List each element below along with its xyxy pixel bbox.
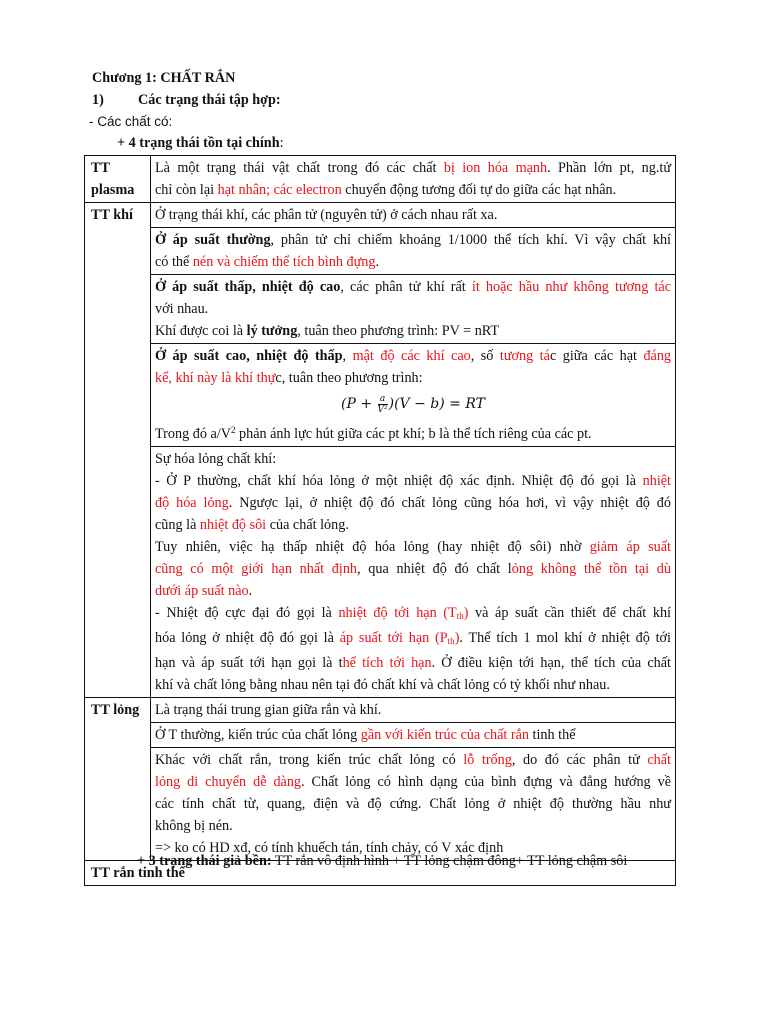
table-row — [85, 748, 676, 861]
plasma-description: Là một trạng thái vật chất trong đó các chất bị ion hóa mạnh. Phần lớn pt, ng.tử chỉ còn lại hạt nhân; các electron chuyển động tương đối tự do giữa các hạt nhân. — [151, 156, 676, 203]
van-der-waals-equation: (P + $\frac{a}{\text{V²}}$ )(V − b) = RT — [341, 393, 485, 415]
states-table — [84, 155, 676, 886]
chapter-title: Chương 1: CHẤT RẮN — [92, 70, 236, 86]
gas-cell-5: Sự hóa lỏng chất khí: - Ở P thường, chất khí hóa lỏng ở một nhiệt độ xác định. Nhiệt độ đó gọi là nhiệt độ hóa lỏng. Ngược lại, ở nhiệt độ đó chất lỏng cũng hóa hơi, vì vậy nhiệt độ đó cũng là nhiệt độ sôi của chất lỏng. Tuy nhiên, việc hạ thấp nhiệt độ hóa lỏng (hay nhiệt độ sôi) nhờ giảm áp suất cũng có một giới hạn nhất định, qua nhiệt độ đó chất lỏng không thể tồn tại dù dưới áp suất nào. - Nhiệt độ cực đại đó gọi là nhiệt độ tới hạn $(T_{th})$ và áp suất cần thiết để chất khí hóa lỏng ở nhiệt độ đó gọi là áp suất tới hạn $(P_{th})$. Thể tích 1 mol khí ở nhiệt độ tới hạn và áp suất tới hạn gọi là thể tích tới hạn. Ở điều kiện tới hạn, thể tích của chất khí và chất lỏng bằng nhau nên tại đó chất khí và chất lỏng có tỷ khối như nhau. — [151, 447, 676, 698]
table-row — [85, 275, 676, 344]
liquid-cell-1: Là trạng thái trung gian giữa rắn và khí. — [151, 698, 676, 723]
section-title: Các trạng thái tập hợp: — [138, 92, 281, 108]
row-label-plasma: TT plasma — [85, 156, 151, 203]
intro-line: - Các chất có: — [89, 114, 173, 129]
table-row — [85, 203, 676, 228]
table-row — [85, 723, 676, 748]
row-label-solid: TT rắn tinh thể — [85, 861, 676, 886]
main-states-line: + 4 trạng thái tồn tại chính: — [117, 135, 284, 151]
metastable-states-line: + 3 trạng thái giả bền: TT rắn vô định hình + TT lỏng chậm đông+ TT lỏng chậm sôi — [137, 853, 628, 869]
row-label-gas: TT khí — [85, 203, 151, 698]
gas-cell-4: Ở áp suất cao, nhiệt độ thấp, mật độ các khí cao, số tương tác giữa các hạt đáng kể, khí này là khí thực, tuân theo phương trình: (P + $\frac{a}{\text{V²}}$ )(V − b) = RT Trong đó $a/V^2$ phản ánh lực hút giữa các pt khí; b là thể tích riêng của các pt. — [151, 344, 676, 447]
gas-cell-3: Ở áp suất thấp, nhiệt độ cao, các phân tử khí rất ít hoặc hầu như không tương tác với nhau. Khí được coi là lý tưởng, tuân theo phương trình: PV = nRT — [151, 275, 676, 344]
row-label-liquid: TT lỏng — [85, 698, 151, 861]
liquid-cell-3: Khác với chất rắn, trong kiến trúc chất lỏng có lỗ trống, do đó các phân tử chất lỏng di chuyển dễ dàng. Chất lỏng có hình dạng của bình đựng và đẳng hướng về các tính chất từ, quang, điện và độ cứng. Chất lỏng ở nhiệt độ thường hầu như không bị nén. => ko có HD xđ, có tính khuếch tán, tính chảy, có V xác định — [151, 748, 676, 861]
section-number: 1) — [92, 92, 104, 108]
table-row — [85, 344, 676, 447]
table-row — [85, 228, 676, 275]
table-row — [85, 156, 676, 203]
gas-cell-2: Ở áp suất thường, phân tử chỉ chiếm khoảng 1/1000 thể tích khí. Vì vậy chất khí có thể nén và chiếm thể tích bình đựng. — [151, 228, 676, 275]
liquid-cell-2: Ở T thường, kiến trúc của chất lỏng gần với kiến trúc của chất rắn tinh thể — [151, 723, 676, 748]
table-row — [85, 698, 676, 723]
gas-cell-1: Ở trạng thái khí, các phân tử (nguyên tử) ở cách nhau rất xa. — [151, 203, 676, 228]
table-row — [85, 447, 676, 698]
